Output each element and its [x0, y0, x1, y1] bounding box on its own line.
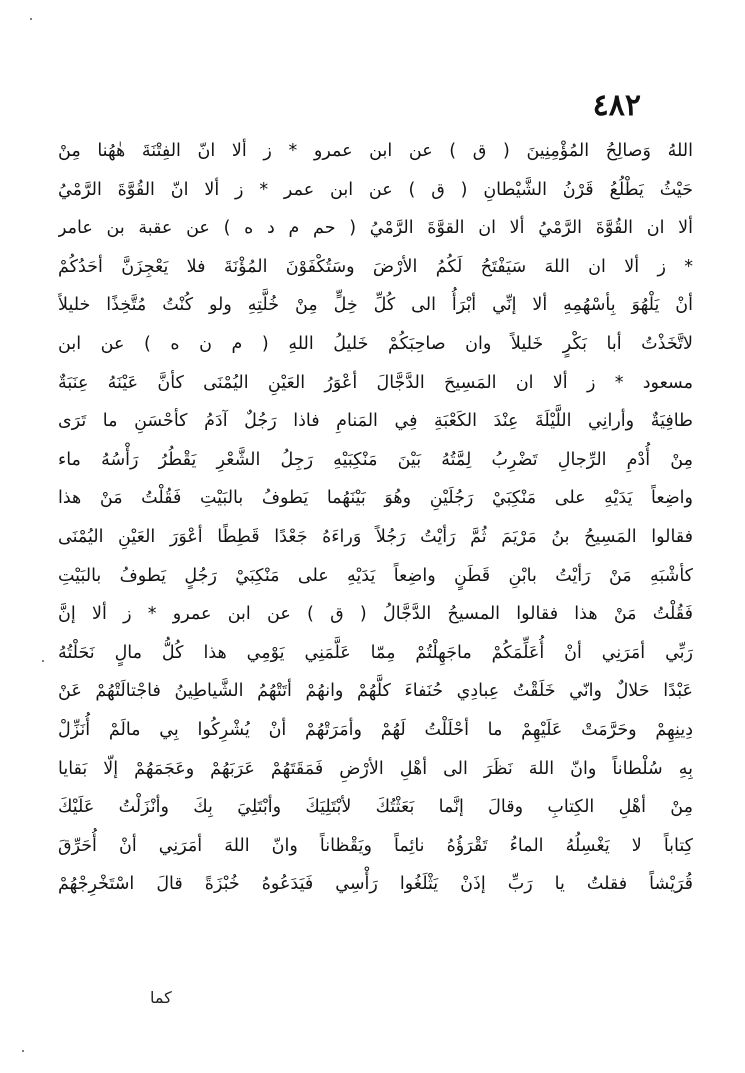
text-line: فَقُلْتُ مَنْ هذا فقالوا المسيحُ الدَّجَّالُ ( ق ) عن ابن عمرو * ز ألا إنَّ: [58, 604, 693, 625]
text-line: اللهُ وَصالِحُ المُؤْمِنِينَ ( ق ) عن ابن عمرو * ز ألا انّ الفِتْنَةَ هٰهُنا مِنْ: [58, 141, 693, 161]
text-line: ألا ان القُوَّةَ الرَّمْيُ ألا ان القوَّةَ الرَّمْيُ ( حم م د ه ) عن عقبة بن عامر: [58, 218, 693, 239]
page-number: ٤٨٢: [592, 88, 641, 123]
text-line: مِنْ أُدْمِ الرِّجالِ تَضْرِبُ لِمَّتُهُ بَيْنَ مَنْكِبَيْهِ رَجِلُ الشَّعْرِ يَقْطُرُ رَأْسُهُ ماء: [58, 449, 693, 470]
scan-speck: [22, 1050, 24, 1052]
text-line: مسعود * ز ألا ان المَسِيحَ الدَّجَّالَ أعْوَرُ العَيْنِ اليُمْنَى كأنَّ عَيْنَهُ عِنَبَةٌ: [58, 372, 693, 393]
hadith-text-block: [58, 132, 693, 904]
catchword: كما: [150, 988, 172, 1007]
text-line: عَبْدًا حَلالٌ وانّي خَلَقْتُ عِبادِي حُنَفاءَ كلَّهُمْ وانهُمْ أتَتْهُمُ الشَّياطِينُ فاجْتالَتْهُمْ عَنْ: [58, 681, 693, 702]
text-line: بِهِ سُلْطاناً وانّ اللهَ نَظَرَ الى أهْلِ الأرْضِ فَمَقَتَهُمْ عَرَبَهُمْ وعَجَمَهُمْ إلّا بَقايا: [58, 758, 693, 779]
text-line: رَبِّي أمَرَنِي أنْ أُعَلِّمَكُمْ ماجَهِلْتُمْ مِمّا عَلَّمَنِي يَوْمِي هذا كُلُّ مالٍ نَحَلْتُهُ: [58, 642, 693, 663]
text-line: دِينِهِمْ وحَرَّمَتْ عَلَيْهِمْ ما أحْلَلْتُ لَهُمْ وأمَرَتْهُمْ أنْ يُشْرِكُوا بِي مالَمْ أُنَزِّلْ: [58, 719, 693, 740]
scan-speck: [42, 660, 44, 662]
text-line: قُرَيْشاً فقلتُ يا رَبِّ إذَنْ يَثْلَغُوا رَأْسِي فَيَدَعُوهُ خُبْزَةً قالَ اسْتَخْرِجْهُمْ: [58, 874, 693, 895]
text-line: * ز ألا ان اللهَ سَيَفْتَحُ لَكُمُ الأرْضَ وسَتُكْفَوْنَ المُؤْنَةَ فلا يَعْجِزَنَّ أحَدُكُمْ: [58, 256, 693, 277]
text-line: أنْ يَلْهُوَ بِأسْهُمِهِ ألا إنِّي أبْرَأُ الى كُلِّ خِلٍّ مِنْ خُلَّتِهِ ولو كُنْتُ مُتَّخِذًا خليلاً: [58, 295, 693, 316]
text-line: لاتَّخَذْتُ أبا بَكْرٍ خَليلاً وان صاحِبَكُمْ خَليلُ اللهِ ( م ن ه ) عن ابن: [58, 333, 693, 354]
text-line: واضِعاً يَدَيْهِ على مَنْكِبَيْ رَجُلَيْنِ وهُوَ بَيْنَهُما يَطوفُ بالبَيْتِ فَقُلْتُ مَنْ هذا: [58, 488, 693, 509]
text-line: طافِيَةٌ وأرانِي اللَّيْلَةَ عِنْدَ الكَعْبَةِ فِي المَنامِ فاذا رَجُلٌ آدَمُ كأحْسَنِ ما تَرَى: [58, 411, 693, 432]
text-line: فقالوا المَسِيحُ بنُ مَرْيَمَ ثُمَّ رَأيْتُ رَجُلاً وَراءَهُ جَعْدًا قَطِطًا أعْوَرَ العَيْنِ اليُمْنَى: [58, 526, 693, 547]
text-line: كِتاباً لا يَغْسِلُهُ الماءُ تَقْرَؤُهُ نائِماً ويَقْظاناً وانّ اللهَ أمَرَنِي أنْ أُحَرِّقَ: [58, 835, 693, 856]
scan-speck: [30, 18, 32, 20]
text-line: مِنْ أهْلِ الكِتابِ وقالَ إنَّما بَعَثْتُكَ لأبْتَلِيَكَ وأبْتَلِيَ بِكَ وأنْزَلْتُ عَلَيْكَ: [58, 797, 693, 818]
text-line: حَيْثُ يَطْلُعُ قَرْنُ الشَّيْطانِ ( ق ) عن ابن عمر * ز ألا انّ القُوَّةَ الرَّمْيُ: [58, 179, 693, 200]
text-line: كأشْبَهِ مَنْ رَأيْتُ بابْنِ قَطَنٍ واضِعاً يَدَيْهِ على مَنْكِبَيْ رَجُلٍ يَطوفُ بالبَيْتِ: [58, 565, 693, 586]
